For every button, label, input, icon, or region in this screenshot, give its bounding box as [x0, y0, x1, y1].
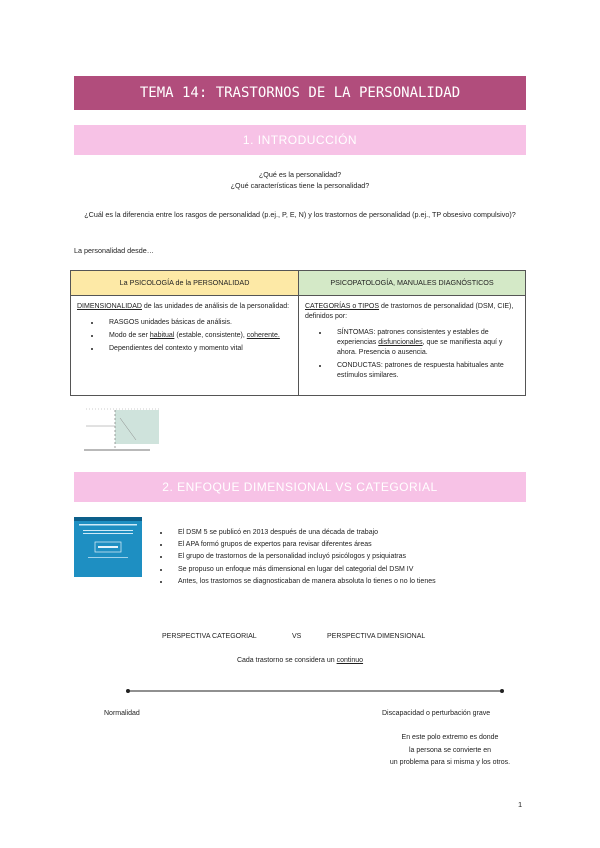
list-item: • Modo de ser habitual (estable, consistente), coherente.: [101, 331, 292, 341]
axis-endpoint-left: [126, 689, 130, 693]
list-item: • CONDUCTAS: patrones de respuesta habituales ante estímulos similares.: [329, 361, 519, 381]
cell-text: de las unidades de análisis de la personalidad:: [141, 303, 290, 310]
section-heading-enfoque: 2. ENFOQUE DIMENSIONAL VS CATEGORIAL: [74, 472, 526, 502]
term-categorias: CATEGORÍAS o TIPOS: [305, 303, 380, 310]
list-item: • RASGOS unidades básicas de análisis.: [101, 318, 292, 328]
table-column-psicopatologia: [299, 271, 525, 395]
question-3: ¿Cuál es la diferencia entre los rasgos de personalidad (p.ej., P, E, N) y los trastornos de personalidad (p.ej., TP obsesivo compulsivo)?: [84, 210, 516, 219]
perspective-vs: VS: [292, 633, 302, 640]
axis-label-discapacidad: Discapacidad o perturbación grave: [382, 710, 491, 717]
table-column-psicologia: [71, 271, 299, 395]
perspective-dimensional: PERSPECTIVA DIMENSIONAL: [327, 633, 426, 640]
comparison-table: [70, 270, 526, 396]
continuum-sentence: Cada trastorno se considera un continuo: [236, 657, 364, 664]
page-title: TEMA 14: TRASTORNOS DE LA PERSONALIDAD: [74, 76, 526, 110]
bullet-list: [77, 318, 292, 354]
list-item: • SÍNTOMAS: patrones consistentes y estables de experiencias disfuncionales, que se manifiesta aquí y ahora. Presencia o ausencia.: [329, 328, 519, 358]
list-item: • Se propuso un enfoque más dimensional en lugar del categorial del DSM IV: [170, 564, 436, 576]
continuum-axis: [125, 687, 505, 695]
page-number: 1: [518, 800, 523, 809]
dsm-bullet-list: [160, 527, 436, 588]
axis-label-normalidad: Normalidad: [104, 710, 140, 717]
table-header-psicopatologia: PSICOPATOLOGÍA, MANUALES DIAGNÓSTICOS: [299, 271, 525, 296]
table-cell-psicopatologia: [299, 296, 525, 381]
table-cell-psicologia: [71, 296, 298, 354]
question-2: ¿Qué características tiene la personalidad?: [230, 181, 370, 190]
section-heading-introduccion: 1. INTRODUCCIÓN: [74, 125, 526, 155]
dsm-book-image: [74, 517, 142, 577]
diagram-box: [115, 410, 159, 444]
list-item: • El APA formó grupos de expertos para revisar diferentes áreas: [170, 539, 436, 551]
perspective-categorial: PERSPECTIVA CATEGORIAL: [162, 633, 257, 640]
list-item: • Antes, los trastornos se diagnosticaban de manera absoluta lo tienes o no lo tienes: [170, 576, 436, 588]
axis-endpoint-right: [500, 689, 504, 693]
list-item: • El DSM 5 se publicó en 2013 después de una década de trabajo: [170, 527, 436, 539]
table-header-psicologia: La PSICOLOGÍA de la PERSONALIDAD: [71, 271, 298, 296]
list-item: • El grupo de trastornos de la personalidad incluyó psicólogos y psiquiatras: [170, 551, 436, 563]
term-dimensionalidad: DIMENSIONALIDAD: [77, 303, 142, 310]
small-diagram-image: [80, 404, 170, 456]
bullet-list: [305, 328, 519, 381]
question-1: ¿Qué es la personalidad?: [258, 170, 342, 179]
list-item: • Dependientes del contexto y momento vital: [101, 344, 292, 354]
intro-line: La personalidad desde…: [74, 246, 154, 255]
pole-description: En este polo extremo es donde la persona se convierte en un problema para si misma y los otros.: [389, 734, 511, 766]
cell-text: de trastornos de personalidad (DSM, CIE), definidos por:: [305, 303, 514, 320]
